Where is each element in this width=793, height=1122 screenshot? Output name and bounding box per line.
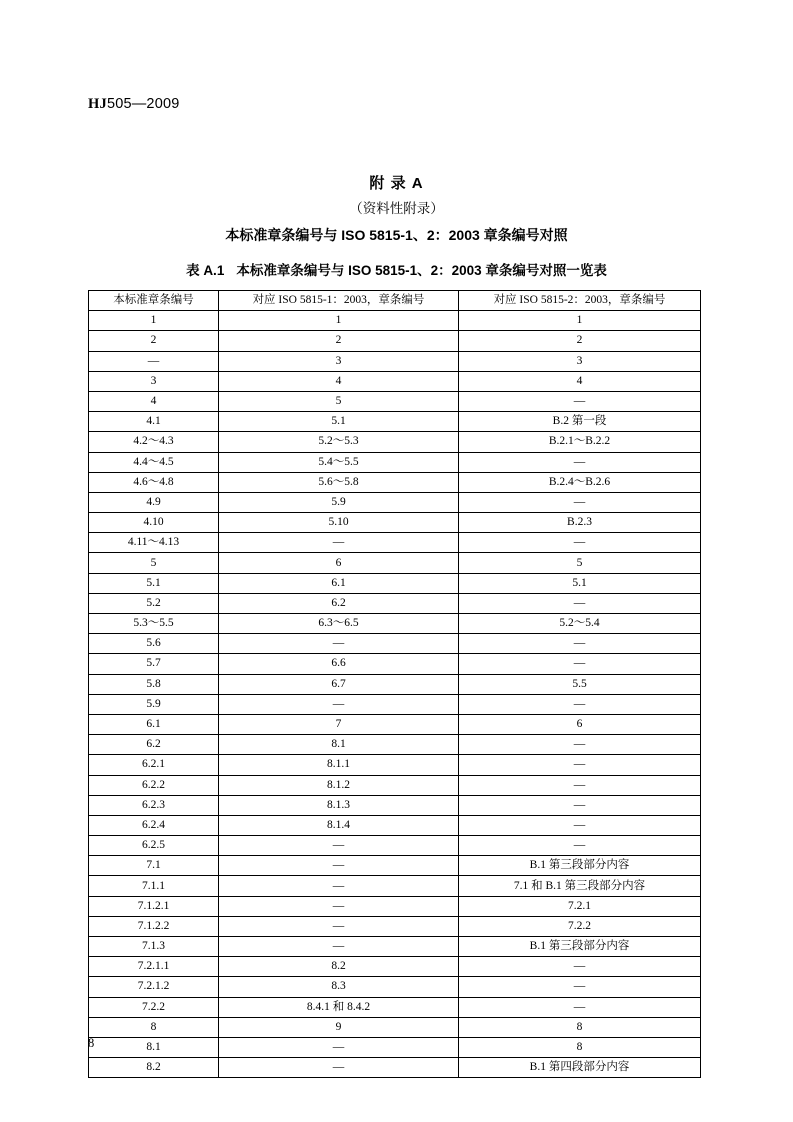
cell-iso-part2-clause: —	[459, 755, 701, 775]
cell-local-clause: 5.3～5.5	[89, 614, 219, 634]
cell-local-clause: 6.2.2	[89, 775, 219, 795]
table-row	[89, 472, 701, 492]
cell-iso-part2-clause: B.2.3	[459, 513, 701, 533]
table-row	[89, 311, 701, 331]
cell-iso-part1-clause: —	[219, 533, 459, 553]
cell-local-clause: 7.2.2	[89, 997, 219, 1017]
cell-iso-part2-clause: 5	[459, 553, 701, 573]
table-row	[89, 553, 701, 573]
cell-iso-part1-clause: —	[219, 694, 459, 714]
cell-iso-part2-clause: B.2 第一段	[459, 412, 701, 432]
cell-iso-part2-clause: —	[459, 836, 701, 856]
cell-local-clause: 4.6～4.8	[89, 472, 219, 492]
cell-iso-part1-clause: 6.2	[219, 593, 459, 613]
annex-subtitle: （资料性附录）	[349, 201, 444, 216]
cell-iso-part1-clause: 5	[219, 391, 459, 411]
cell-local-clause: 5	[89, 553, 219, 573]
table-row	[89, 916, 701, 936]
table-row	[89, 593, 701, 613]
table-row	[89, 937, 701, 957]
table-row	[89, 533, 701, 553]
cell-iso-part2-clause: —	[459, 533, 701, 553]
table-row	[89, 634, 701, 654]
standard-prefix: HJ	[88, 96, 107, 112]
cell-iso-part1-clause: —	[219, 937, 459, 957]
cell-iso-part1-clause: —	[219, 856, 459, 876]
table-body	[89, 311, 701, 1078]
cell-iso-part1-clause: 2	[219, 331, 459, 351]
document-header	[88, 96, 180, 113]
cell-iso-part1-clause: 3	[219, 351, 459, 371]
cell-iso-part1-clause: —	[219, 1037, 459, 1057]
cell-iso-part1-clause: —	[219, 896, 459, 916]
table-row	[89, 775, 701, 795]
cell-local-clause: 7.1.3	[89, 937, 219, 957]
cell-local-clause: 6.2.3	[89, 795, 219, 815]
table-row	[89, 876, 701, 896]
table-row	[89, 735, 701, 755]
cell-local-clause: 7.1.2.2	[89, 916, 219, 936]
cell-iso-part1-clause: —	[219, 916, 459, 936]
table-row	[89, 391, 701, 411]
cell-iso-part1-clause: 8.4.1 和 8.4.2	[219, 997, 459, 1017]
cell-local-clause: 4.4～4.5	[89, 452, 219, 472]
cell-iso-part2-clause: 2	[459, 331, 701, 351]
cell-iso-part1-clause: 5.2～5.3	[219, 432, 459, 452]
cell-iso-part1-clause: 5.9	[219, 492, 459, 512]
cell-iso-part2-clause: —	[459, 694, 701, 714]
cell-iso-part1-clause: 1	[219, 311, 459, 331]
cell-iso-part2-clause: 3	[459, 351, 701, 371]
table-row	[89, 957, 701, 977]
cell-iso-part2-clause: —	[459, 775, 701, 795]
cell-local-clause: 3	[89, 371, 219, 391]
table-row	[89, 331, 701, 351]
cell-iso-part1-clause: 8.1.3	[219, 795, 459, 815]
cell-local-clause: 1	[89, 311, 219, 331]
table-row	[89, 714, 701, 734]
table-header-row	[89, 291, 701, 311]
cell-local-clause: 7.1.1	[89, 876, 219, 896]
cell-iso-part1-clause: 7	[219, 714, 459, 734]
cell-iso-part2-clause: 7.1 和 B.1 第三段部分内容	[459, 876, 701, 896]
cell-iso-part1-clause: 6.3～6.5	[219, 614, 459, 634]
cell-iso-part2-clause: B.1 第四段部分内容	[459, 1058, 701, 1078]
cell-iso-part2-clause: —	[459, 997, 701, 1017]
table-row	[89, 836, 701, 856]
table-row	[89, 815, 701, 835]
cell-local-clause: 4.9	[89, 492, 219, 512]
cell-iso-part1-clause: —	[219, 876, 459, 896]
table-row	[89, 856, 701, 876]
cell-iso-part2-clause: —	[459, 634, 701, 654]
cell-iso-part1-clause: 5.1	[219, 412, 459, 432]
cell-iso-part1-clause: 6.1	[219, 573, 459, 593]
cell-iso-part1-clause: 5.10	[219, 513, 459, 533]
cell-iso-part1-clause: 8.1	[219, 735, 459, 755]
cell-iso-part2-clause: —	[459, 654, 701, 674]
table-row	[89, 997, 701, 1017]
table-row	[89, 513, 701, 533]
cell-iso-part2-clause: —	[459, 735, 701, 755]
cell-iso-part2-clause: —	[459, 593, 701, 613]
cell-iso-part2-clause: 1	[459, 311, 701, 331]
cell-local-clause: 5.9	[89, 694, 219, 714]
table-row	[89, 977, 701, 997]
table-row	[89, 432, 701, 452]
cell-local-clause: 5.7	[89, 654, 219, 674]
table-caption-label: 表 A.1	[186, 263, 225, 278]
annex-title: 附 录 A	[369, 175, 424, 192]
annex-description: 本标准章条编号与 ISO 5815-1、2：2003 章条编号对照	[225, 227, 568, 243]
table-row	[89, 351, 701, 371]
cell-local-clause: 2	[89, 331, 219, 351]
cell-local-clause: 4.1	[89, 412, 219, 432]
table-row	[89, 755, 701, 775]
table-row	[89, 371, 701, 391]
table-row	[89, 573, 701, 593]
cell-iso-part1-clause: 8.1.1	[219, 755, 459, 775]
cell-local-clause: 4.10	[89, 513, 219, 533]
cell-iso-part1-clause: 4	[219, 371, 459, 391]
cell-iso-part1-clause: 8.2	[219, 957, 459, 977]
table-caption	[0, 259, 793, 279]
table-row	[89, 896, 701, 916]
cell-iso-part2-clause: 5.1	[459, 573, 701, 593]
cell-iso-part2-clause: —	[459, 391, 701, 411]
table-row	[89, 1037, 701, 1057]
cell-iso-part2-clause: 5.2～5.4	[459, 614, 701, 634]
table-row	[89, 694, 701, 714]
cell-iso-part1-clause: —	[219, 634, 459, 654]
cell-iso-part1-clause: —	[219, 836, 459, 856]
table-row	[89, 654, 701, 674]
table-caption-text: 本标准章条编号与 ISO 5815-1、2：2003 章条编号对照一览表	[236, 263, 607, 278]
cell-iso-part2-clause: 6	[459, 714, 701, 734]
cell-iso-part2-clause: B.1 第三段部分内容	[459, 856, 701, 876]
cell-iso-part2-clause: B.2.4～B.2.6	[459, 472, 701, 492]
cell-local-clause: 5.6	[89, 634, 219, 654]
cell-iso-part2-clause: —	[459, 815, 701, 835]
cell-iso-part1-clause: 6.6	[219, 654, 459, 674]
cell-iso-part1-clause: 8.1.2	[219, 775, 459, 795]
cell-iso-part2-clause: 8	[459, 1037, 701, 1057]
standard-number: 505—2009	[106, 96, 180, 112]
table-row	[89, 492, 701, 512]
cell-iso-part1-clause: 8.3	[219, 977, 459, 997]
cell-iso-part2-clause: 7.2.1	[459, 896, 701, 916]
cell-local-clause: 6.2.1	[89, 755, 219, 775]
cell-iso-part1-clause: 6.7	[219, 674, 459, 694]
cell-iso-part2-clause: —	[459, 795, 701, 815]
cell-iso-part1-clause: 9	[219, 1017, 459, 1037]
cell-local-clause: 7.1	[89, 856, 219, 876]
cell-iso-part1-clause: 8.1.4	[219, 815, 459, 835]
page-number: 8	[88, 1036, 95, 1050]
cell-local-clause: 5.2	[89, 593, 219, 613]
cell-local-clause: 5.8	[89, 674, 219, 694]
table-row	[89, 1017, 701, 1037]
cell-local-clause: 6.2.4	[89, 815, 219, 835]
cell-local-clause: 6.1	[89, 714, 219, 734]
chapter-mapping-table	[88, 290, 701, 1078]
cell-iso-part1-clause: —	[219, 1058, 459, 1078]
cell-local-clause: 6.2	[89, 735, 219, 755]
table-row	[89, 614, 701, 634]
cell-local-clause: —	[89, 351, 219, 371]
cell-iso-part2-clause: —	[459, 977, 701, 997]
table-row	[89, 452, 701, 472]
cell-iso-part2-clause: 5.5	[459, 674, 701, 694]
cell-local-clause: 8.1	[89, 1037, 219, 1057]
table-row	[89, 1058, 701, 1078]
cell-local-clause: 5.1	[89, 573, 219, 593]
cell-local-clause: 8.2	[89, 1058, 219, 1078]
cell-iso-part1-clause: 5.6～5.8	[219, 472, 459, 492]
annex-heading-block	[0, 172, 793, 247]
cell-iso-part2-clause: B.1 第三段部分内容	[459, 937, 701, 957]
table-head	[89, 291, 701, 311]
cell-iso-part1-clause: 6	[219, 553, 459, 573]
cell-local-clause: 8	[89, 1017, 219, 1037]
cell-iso-part2-clause: B.2.1～B.2.2	[459, 432, 701, 452]
cell-local-clause: 7.2.1.2	[89, 977, 219, 997]
column-header-iso-part2-clause: 对应 ISO 5815-2：2003，章条编号	[459, 291, 701, 311]
table-row	[89, 674, 701, 694]
column-header-local-clause: 本标准章条编号	[89, 291, 219, 311]
cell-iso-part2-clause: —	[459, 492, 701, 512]
cell-iso-part2-clause: —	[459, 957, 701, 977]
cell-local-clause: 4.2～4.3	[89, 432, 219, 452]
cell-local-clause: 7.2.1.1	[89, 957, 219, 977]
cell-iso-part2-clause: —	[459, 452, 701, 472]
cell-local-clause: 6.2.5	[89, 836, 219, 856]
cell-iso-part2-clause: 8	[459, 1017, 701, 1037]
cell-local-clause: 7.1.2.1	[89, 896, 219, 916]
table-row	[89, 412, 701, 432]
column-header-iso-part1-clause: 对应 ISO 5815-1：2003，章条编号	[219, 291, 459, 311]
table-row	[89, 795, 701, 815]
cell-iso-part1-clause: 5.4～5.5	[219, 452, 459, 472]
cell-iso-part2-clause: 4	[459, 371, 701, 391]
cell-local-clause: 4	[89, 391, 219, 411]
cell-local-clause: 4.11～4.13	[89, 533, 219, 553]
cell-iso-part2-clause: 7.2.2	[459, 916, 701, 936]
